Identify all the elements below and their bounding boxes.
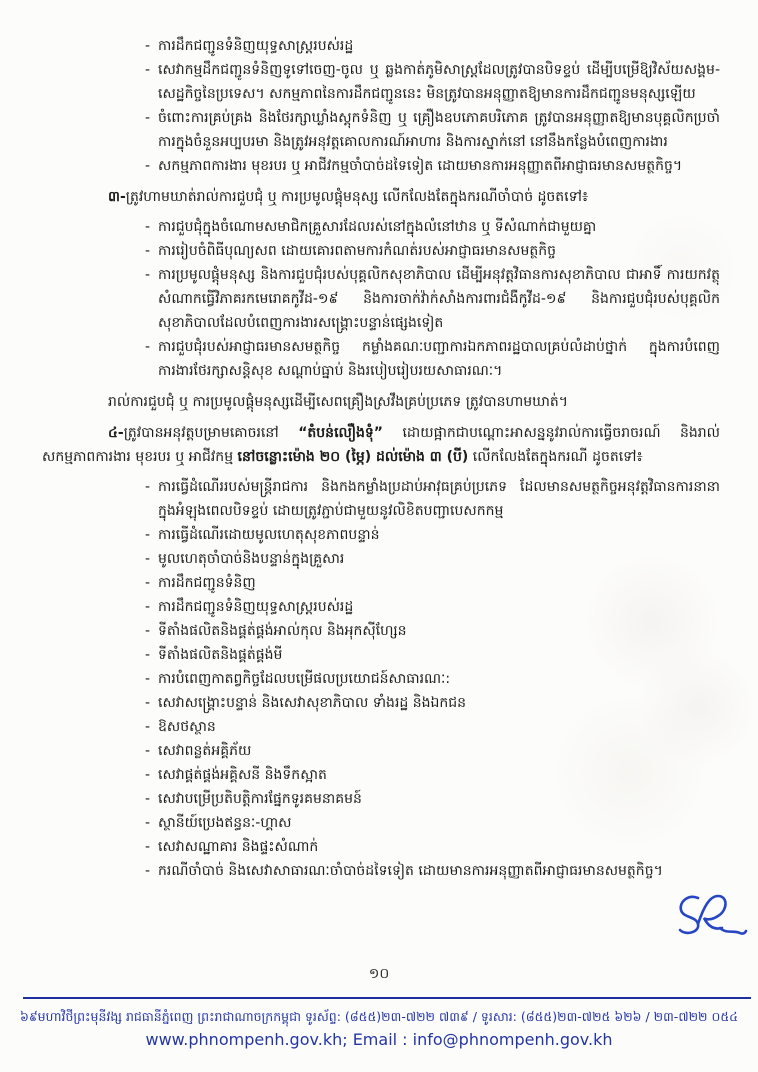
curfew-hours-bold: នៅចន្លោះម៉ោង ២០ (ម្ភៃ) ដល់ម៉ោង ៣ (បី) <box>237 449 469 465</box>
section-4-heading-seg1: ត្រូវបានអនុវត្តបម្រាមគោចរនៅ <box>123 425 299 441</box>
footer-address-line: ៦៩មហាវិថីព្រះមុនីវង្ស រាជធានីភ្នំពេញ ព្រះរាជាណាចក្រកម្ពុជា ទូរស័ព្ទ: (៨៥៥)២៣-៧២២ ៧៣៩ / ទូរសារ: (៨៥៥)២៣-៧២៥ ៦២៦ / ២៣-៧២២ ០៥៤ <box>19 1009 739 1024</box>
list-item: - សេវាពន្លត់អគ្គិភ័យ <box>158 739 720 763</box>
list-item: - ការធ្វើដំណើរដោយមូលហេតុសុខភាពបន្ទាន់ <box>158 523 720 547</box>
list-item: - ឱសថស្ថាន <box>158 715 720 739</box>
list-item: - ទីតាំងផលិតនិងផ្គត់ផ្គង់អាល់កុល និងអុកស៊ីហ្សែន <box>158 619 720 643</box>
section-3-number: ៣- <box>108 189 126 205</box>
list-item: - សេវាផ្គត់ផ្គង់អគ្គិសនី និងទឹកស្អាត <box>158 763 720 787</box>
list-item: - សេវាកម្មដឹកជញ្ជូនទំនិញទូទៅចេញ-ចូល ឬ ឆ្លងកាត់ភូមិសាស្ត្រដែលត្រូវបានបិទខ្ទប់ ដើម្បីបម្រើឱ្យវិស័យសង្គម-សេដ្ឋកិច្ចនៃប្រទេស។ សកម្មភាពនៃការដឹកជញ្ជូននេះ មិនត្រូវបានអនុញ្ញាតឱ្យមានការដឹកជញ្ជូនមនុស្សឡើយ <box>158 58 720 106</box>
intro-bullet-list <box>158 34 720 178</box>
list-item: - សេវាសង្គ្រោះបន្ទាន់ និងសេវាសុខាភិបាល ទាំងរដ្ឋ និងឯកជន <box>158 691 720 715</box>
page-number: ១០ <box>368 966 390 982</box>
signature-initials-icon <box>674 886 748 944</box>
list-item: - ការជួបជុំរបស់អាជ្ញាធរមានសមត្ថកិច្ច កម្លាំងគណៈបញ្ជាការឯកភាពរដ្ឋបាលគ្រប់លំដាប់ថ្នាក់ ក្នុងការបំពេញការងារថែរក្សាសន្តិសុខ សណ្តាប់ធ្នាប់ និងរបៀបរៀបរយសាធារណៈ។ <box>158 335 720 383</box>
section-3-bullet-list <box>158 215 720 383</box>
list-item: - ស្ថានីយ៍ប្រេងឥន្ធនៈ-ហ្គាស <box>158 811 720 835</box>
footer-divider <box>23 997 751 999</box>
section-4-bullet-list <box>158 475 720 883</box>
section-4-heading-seg5: លើកលែងតែក្នុងករណី ដូចតទៅ៖ <box>468 449 643 465</box>
list-item: - ការដឹកជញ្ជូនទំនិញយុទ្ធសាស្ត្ររបស់រដ្ឋ <box>158 34 720 58</box>
list-item: - ការដឹកជញ្ជូនទំនិញ <box>158 571 720 595</box>
list-item: - សេវាសណ្ឋាគារ និងផ្ទះសំណាក់ <box>158 835 720 859</box>
section-3-heading <box>42 185 720 209</box>
list-item: - សកម្មភាពការងារ មុខរបរ ឬ អាជីវកម្មចាំបាច់ដទៃទៀត ដោយមានការអនុញ្ញាតពីអាជ្ញាធរមានសមត្ថកិច្ច។ <box>158 154 720 178</box>
list-item: - ការជួបជុំក្នុងចំណោមសមាជិកគ្រួសារដែលរស់នៅក្នុងលំនៅឋាន ឬ ទីសំណាក់ជាមួយគ្នា <box>158 215 720 239</box>
list-item: - មូលហេតុចាំបាច់និងបន្ទាន់ក្នុងគ្រួសារ <box>158 547 720 571</box>
list-item: - ការប្រមូលផ្តុំមនុស្ស និងការជួបជុំរបស់បុគ្គលិកសុខាភិបាល ដើម្បីអនុវត្តវិធានការសុខាភិបាល ជាអាទិ៍ ការយកវត្ថុសំណាកធ្វើវិភាគរកមេរោគកូវីដ-១៩ និងការចាក់វ៉ាក់សាំងការពារជំងឺកូវីដ-១៩ និងការជួបជុំរបស់បុគ្គលិកសុខាភិបាលដែលបំពេញការងារសង្គ្រោះបន្ទាន់ផ្សេងទៀត <box>158 263 720 335</box>
list-item: - ការបំពេញកាតព្វកិច្ចដែលបម្រើផលប្រយោជន៍សាធារណៈ: <box>158 667 720 691</box>
list-item: - ការដឹកជញ្ជូនទំនិញយុទ្ធសាស្ត្ររបស់រដ្ឋ <box>158 595 720 619</box>
section-4-heading <box>42 421 720 469</box>
section-4-number: ៤- <box>108 425 124 441</box>
document-body <box>42 34 720 956</box>
list-item: - ការរៀបចំពិធីបុណ្យសព ដោយគោរពតាមការកំណត់របស់អាជ្ញាធរមានសមត្ថកិច្ច <box>158 239 720 263</box>
section-3-heading-text: ត្រូវហាមឃាត់រាល់ការជួបជុំ ឬ ការប្រមូលផ្តុំមនុស្ស លើកលែងតែក្នុងករណីចាំបាច់ ដូចតទៅ៖ <box>125 189 589 205</box>
footer-website-line: www.phnompenh.gov.kh; Email : info@phnompenh.gov.kh <box>145 1030 613 1049</box>
list-item: - សេវាបម្រើប្រតិបត្តិការផ្នែកទូរគមនាគមន៍ <box>158 787 720 811</box>
list-item: - ករណីចាំបាច់ និងសេវាសាធារណៈចាំបាច់ដទៃទៀត ដោយមានការអនុញ្ញាតពីអាជ្ញាធរមានសមត្ថកិច្ច។ <box>158 859 720 883</box>
list-item: - ការធ្វើដំណើររបស់មន្ត្រីរាជការ និងកងកម្លាំងប្រដាប់អាវុធគ្រប់ប្រភេទ ដែលមានសមត្ថកិច្ចអនុវត្តវិធានការនានា ក្នុងអំឡុងពេលបិទខ្ទប់ ដោយត្រូវភ្ជាប់ជាមួយនូវលិខិតបញ្ជាបេសកកម្ម <box>158 475 720 523</box>
section-4-heading-seg3: ដោយផ្អាកជាបណ្តោះអាសន្ននូវរាល់ការធ្វើចរាចរណ៍ និងរាល់សកម្មភាពការងារ មុខរបរ ឬ អាជីវកម្ម <box>42 425 720 465</box>
section-3-note: រាល់ការជួបជុំ ឬ ការប្រមូលផ្តុំមនុស្សដើម្បីសេពគ្រឿងស្រវឹងគ្រប់ប្រភេទ ត្រូវបានហាមឃាត់។ <box>108 394 569 410</box>
list-item: - ទីតាំងផលិតនិងផ្គត់ផ្គង់មី <box>158 643 720 667</box>
zone-name-bold: “តំបន់លឿងទុំ” <box>298 425 383 441</box>
list-item: - ចំពោះការគ្រប់គ្រង និងថែរក្សាឃ្លាំងស្តុកទំនិញ ឬ គ្រឿងឧបភោគបរិភោគ ត្រូវបានអនុញ្ញាតឱ្យមានបុគ្គលិកប្រចាំការក្នុងចំនួនអប្បបរមា និងត្រូវអនុវត្តគោលការណ៍អាហារ និងការស្នាក់នៅ នៅនឹងកន្លែងបំពេញការងារ <box>158 106 720 154</box>
